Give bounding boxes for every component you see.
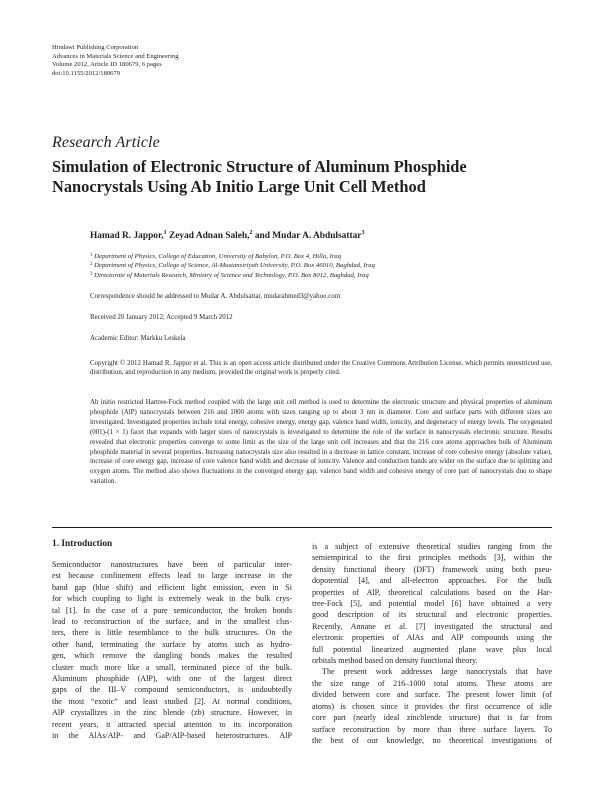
affiliation-item <box>90 271 375 280</box>
section-divider <box>52 527 552 528</box>
abstract-text: Ab initio restricted Hartree-Fock method coupled with the large unit cell method is used to determine the electronic structure and physical properties of aluminum phosphide (AlP) nanocrystals between 216 and 1000 atoms with sizes ranging up to about 3 nm in diameter. Core and surface parts with different sizes are investigated. Investigated properties include total energy, cohesive energy, energy gap, valence band width, ionicity, and degeneracy of energy levels. The oxygenated (001)-(1 × 1) facet that expands with larger sizes of nanocrystals is investigated to determine the role of the surface in nanocrystals electronic structure. Results revealed that electronic properties converge to some limit as the size of the large unit cell increases and that the 216 core atoms approaches bulk of Aluminum phosphide material in several properties. Increasing nanocrystals size also resulted in a decrease in lattice constant, increase of core cohesive energy (absolute value), increase of core energy gap, increase of core valence band width and decrease of ionicity. Valence and conduction bands are wider on the surface due to splitting and oxygen atoms. The method also shows fluctuations in the converged energy gap, valence band width and cohesive energy of core part of nanocrystals duo to shape variation. <box>90 399 552 486</box>
text-line: ters, there is little resemblance to the bulk structures. On the <box>52 628 292 638</box>
left-column-text <box>52 559 292 742</box>
text-line: AlP crystallizes in the zinc blende (zb) structure. However, in <box>52 708 292 718</box>
affiliation-number: 1 <box>90 253 93 258</box>
text-line: surface reconstruction by more than three surface layers. To <box>312 724 552 734</box>
text-line: Semiconductor nanostructures have been of particular inter- <box>52 560 292 569</box>
text-line: density functional theory (DFT) framework using both pseu- <box>312 564 552 574</box>
text-line: cluster much more like a small, terminated piece of the bulk. <box>52 662 292 672</box>
right-column-text <box>312 541 552 746</box>
text-line: gen, which remove the dangling bonds makes the resulted <box>52 651 292 661</box>
affiliation-number: 2 <box>90 262 93 268</box>
publisher-name: Hindawi Publishing Corporation <box>52 44 139 51</box>
text-line: good description of its structural and electronic properties. <box>312 610 552 620</box>
text-line: est because confinement effects lead to large increase in the <box>52 571 292 581</box>
academic-editor: Academic Editor: Markku Leskela <box>90 335 186 342</box>
doi: doi:10.1155/2012/180679 <box>52 69 121 77</box>
text-line: orbitals method based on density functional theory. <box>312 656 478 666</box>
affiliation-item <box>90 261 375 270</box>
journal-name: Advances in Materials Science and Engineering <box>52 52 179 60</box>
paper-title <box>52 157 552 197</box>
text-line: atoms) is chosen since it provides the first occurrence of idle <box>312 701 552 711</box>
received-dates: Received 20 January 2012; Accepted 9 March 2012 <box>90 314 233 321</box>
journal-header <box>52 44 179 78</box>
copyright-notice: Copyright © 2012 Hamad R. Jappor et al. This is an open access article distributed under the Creative Commons Attribution License, which permits unrestricted use, distribution, and reproduction in any medium, provided the original work is properly cited. <box>90 360 552 377</box>
text-line: divided between core and surface. The present lower limit (of <box>312 690 552 700</box>
text-line: full potential linearized augmented plane wave plus local <box>312 644 552 654</box>
article-type: Research Article <box>52 134 160 151</box>
text-line: properties of AlP, theoretical calculations based on the Har- <box>312 587 552 597</box>
author-affiliation-mark: 3 <box>361 230 365 236</box>
text-line: tal [1]. In the case of a pure semiconductor, the broken bonds <box>52 605 292 615</box>
text-line: the size range of 216–1000 total atoms. These atoms are <box>312 678 552 688</box>
title-line: Nanocrystals Using Ab Initio Large Unit Cell Method <box>52 177 426 196</box>
text-line: band gap (blue shift) and efficient light emission, even in Si <box>52 582 292 592</box>
author-name: Hamad R. Jappor, <box>90 231 164 241</box>
text-line: in the AlAs/AlP- and GaP/AlP-based heterostructures. AlP <box>52 731 292 741</box>
affiliation-number: 3 <box>90 271 93 277</box>
affiliation-item <box>90 252 375 261</box>
author-affiliation-mark: 2 <box>249 230 253 236</box>
text-line: core part (nearly ideal zincblende structure) that is far from <box>312 713 552 723</box>
section-heading: 1. Introduction <box>52 539 113 549</box>
text-line: dopotential [4], and all-electron approaches. For the bulk <box>312 576 552 586</box>
text-line: Aluminum phosphide (AlP), with one of the largest direct <box>52 674 292 684</box>
author-name: Zeyad Adnan Saleh, <box>168 231 250 241</box>
affiliations <box>90 252 375 280</box>
text-line: the best of our knowledge, no theoretical investigations of <box>312 735 552 745</box>
affiliation-text: Department of Physics, College of Education, University of Babylon, P.O. Box 4, Hilla, Iraq <box>94 253 342 260</box>
text-line: for which coupling to light is extremely weak in the bulk crys- <box>52 594 292 604</box>
text-line: is a subject of extensive theoretical studies ranging from the <box>312 542 552 551</box>
text-line: semiempirical to the first principles methods [3], within the <box>312 553 552 563</box>
text-line: recent years, it attracted special attention to its incorporation <box>52 719 292 729</box>
volume-info: Volume 2012, Article ID 180679, 6 pages <box>52 61 162 69</box>
text-line: gaps of the III–V compound semiconductors, is undoubtedly <box>52 685 292 695</box>
text-line: The present work addresses large nanocrystals that have <box>322 667 552 677</box>
text-line: tree-Fock [5], and potential model [6] have obtained a very <box>312 599 552 609</box>
text-line: the most “exotic” and least studied [2]. At normal conditions, <box>52 696 292 706</box>
affiliation-text: Directorate of Materials Research, Ministry of Science and Technology, P.O. Box 8012, Baghdad, Iraq <box>94 271 369 279</box>
text-line: Recently, Annane et al. [7] investigated the structural and <box>312 621 552 631</box>
author-affiliation-mark: 1 <box>163 230 167 236</box>
author-list <box>90 231 364 241</box>
author-name: and Mudar A. Abdulsattar <box>254 231 362 241</box>
correspondence-note: Correspondence should be addressed to Mudar A. Abdulsattar, mudarahmed3@yahoo.com <box>90 293 341 300</box>
text-line: lead to reconstruction of the surface, and in the smallest clus- <box>52 617 292 627</box>
text-line: other hand, terminating the surface by atoms such as hydro- <box>52 639 292 649</box>
text-line: electronic properties of AlAs and AlP compounds using the <box>312 633 552 643</box>
title-line: Simulation of Electronic Structure of Aluminum Phosphide <box>52 157 467 176</box>
affiliation-text: Department of Physics, College of Science, Al-Mustansiriyah University, P.O. Box 46010, Baghdad, Iraq <box>94 262 375 270</box>
